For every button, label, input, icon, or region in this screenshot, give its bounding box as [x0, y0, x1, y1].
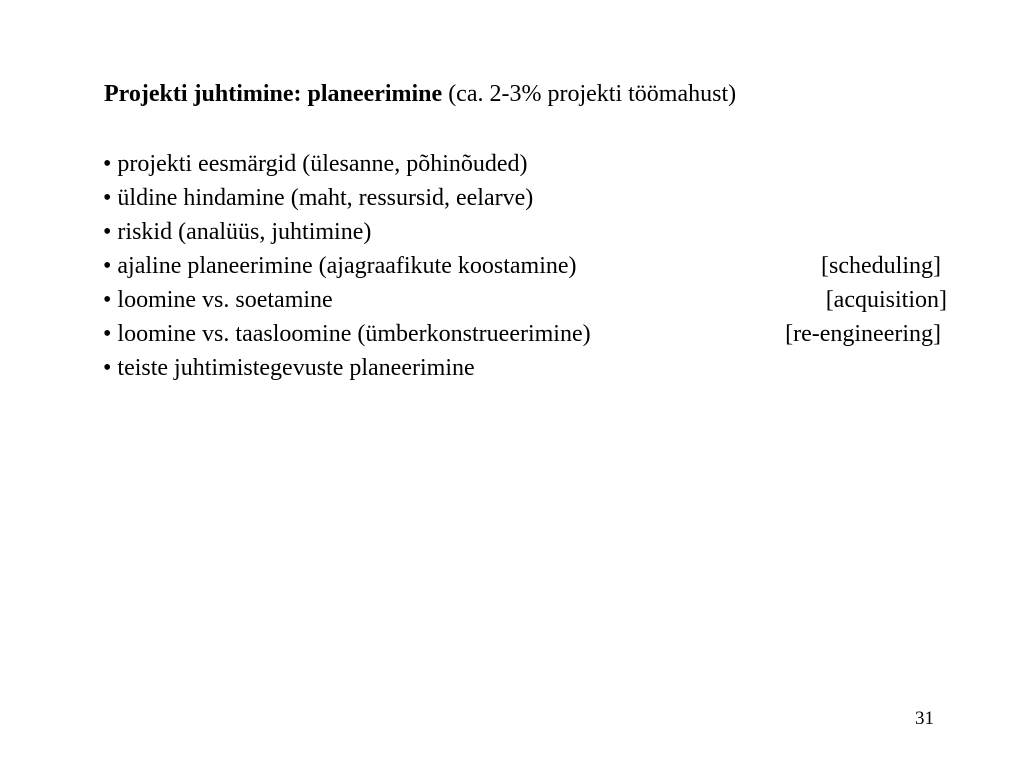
- bullet-text: • riskid (analüüs, juhtimine): [103, 219, 372, 245]
- bullet-item: [103, 181, 953, 215]
- bullet-item: [103, 317, 953, 351]
- bullet-item: [103, 283, 953, 317]
- bullet-text: • teiste juhtimistegevuste planeerimine: [103, 355, 475, 381]
- page-number: 31: [915, 708, 934, 729]
- bullet-tag-acquisition: [acquisition]: [825, 287, 947, 313]
- bullet-text: • projekti eesmärgid (ülesanne, põhinõuded): [103, 151, 528, 177]
- bullet-list: [103, 147, 953, 385]
- bullet-text: • loomine vs. taasloomine (ümberkonstrueerimine): [103, 321, 591, 347]
- bullet-tag-scheduling: [scheduling]: [821, 253, 941, 279]
- bullet-tag-re-engineering: [re-engineering]: [785, 321, 941, 347]
- bullet-item: [103, 351, 953, 385]
- bullet-text: • loomine vs. soetamine: [103, 287, 333, 313]
- bullet-item: [103, 147, 953, 181]
- bullet-text: • üldine hindamine (maht, ressursid, eelarve): [103, 185, 534, 211]
- slide-title-bold: Projekti juhtimine: planeerimine: [104, 81, 443, 107]
- slide-title: [104, 79, 736, 109]
- bullet-item: [103, 215, 953, 249]
- slide-title-subtitle: (ca. 2-3% projekti töömahust): [448, 81, 737, 107]
- bullet-text: • ajaline planeerimine (ajagraafikute koostamine): [103, 253, 577, 279]
- bullet-item: [103, 249, 953, 283]
